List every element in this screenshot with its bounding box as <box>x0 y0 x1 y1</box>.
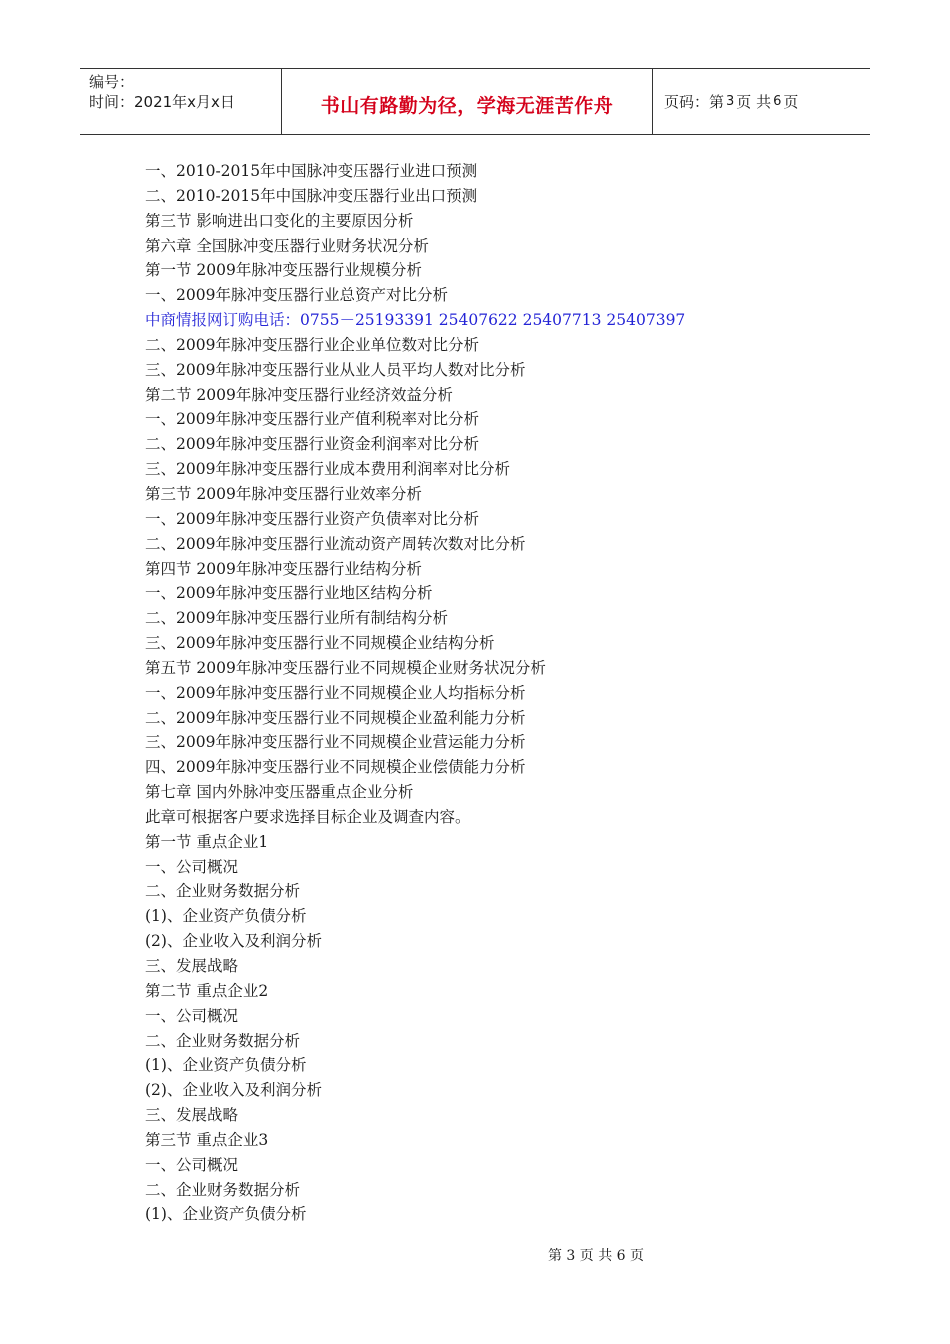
toc-line: 二、企业财务数据分析 <box>145 1031 301 1050</box>
code-label: 编号： <box>89 73 135 91</box>
toc-line: 第二节 2009年脉冲变压器行业经济效益分析 <box>145 385 453 404</box>
page-prefix: 页码：第 <box>664 93 725 111</box>
toc-line: 第三节 2009年脉冲变压器行业效率分析 <box>145 484 422 503</box>
page-footer: 第 3 页 共 6 页 <box>547 1248 645 1264</box>
toc-line: 第五节 2009年脉冲变压器行业不同规模企业财务状况分析 <box>145 658 546 677</box>
toc-line: 三、发展战略 <box>145 957 239 975</box>
toc-line: 二、企业财务数据分析 <box>145 1180 301 1199</box>
toc-line: 第二节 重点企业2 <box>145 981 269 1000</box>
toc-line: 第一节 2009年脉冲变压器行业规模分析 <box>145 261 422 280</box>
toc-line: (1)、企业资产负债分析 <box>145 1205 307 1224</box>
toc-line: (2)、企业收入及利润分析 <box>145 932 322 951</box>
toc-line: 二、2009年脉冲变压器行业不同规模企业盈利能力分析 <box>145 708 526 727</box>
toc-line: 二、2009年脉冲变压器行业企业单位数对比分析 <box>145 335 479 354</box>
toc-line: 三、2009年脉冲变压器行业成本费用利润率对比分析 <box>145 460 510 479</box>
toc-line: 第六章 全国脉冲变压器行业财务状况分析 <box>145 236 429 255</box>
toc-line: 一、2010-2015年中国脉冲变压器行业进口预测 <box>145 162 478 180</box>
toc-line: (2)、企业收入及利润分析 <box>145 1081 322 1100</box>
toc-line: 三、2009年脉冲变压器行业不同规模企业结构分析 <box>145 634 495 653</box>
document-body <box>145 159 845 1227</box>
toc-line: 三、2009年脉冲变压器行业从业人员平均人数对比分析 <box>145 360 526 379</box>
toc-line: 二、2009年脉冲变压器行业流动资产周转次数对比分析 <box>145 534 526 553</box>
header-page-info <box>653 69 870 134</box>
toc-line: 第三节 重点企业3 <box>145 1130 269 1149</box>
phone-line: 中商情报网订购电话：0755－25193391 25407622 25407713 25407397 <box>145 311 686 330</box>
toc-line: 四、2009年脉冲变压器行业不同规模企业偿债能力分析 <box>145 758 526 777</box>
toc-line: 三、2009年脉冲变压器行业不同规模企业营运能力分析 <box>145 733 526 752</box>
toc-line: 一、公司概况 <box>145 857 239 876</box>
toc-line: 一、2009年脉冲变压器行业总资产对比分析 <box>145 286 448 305</box>
page-mid: 页 共 <box>736 93 772 111</box>
page-suffix: 页 <box>783 93 799 111</box>
toc-line: 二、2009年脉冲变压器行业资金利润率对比分析 <box>145 435 479 454</box>
toc-line: 第七章 国内外脉冲变压器重点企业分析 <box>145 783 414 802</box>
toc-line: 一、2009年脉冲变压器行业资产负债率对比分析 <box>145 509 479 528</box>
page-header <box>80 68 870 135</box>
header-motto-cell <box>282 69 653 134</box>
header-meta <box>80 69 282 134</box>
page-total: 6 <box>773 94 782 109</box>
date-label: 时间：2021年x月x日 <box>89 93 235 111</box>
toc-line: 三、发展战略 <box>145 1106 239 1125</box>
page-current: 3 <box>726 94 735 109</box>
toc-line: 一、公司概况 <box>145 1006 239 1025</box>
toc-line: 二、2009年脉冲变压器行业所有制结构分析 <box>145 609 448 628</box>
toc-line: 第一节 重点企业1 <box>145 832 269 851</box>
toc-line: 一、2009年脉冲变压器行业产值利税率对比分析 <box>145 410 479 429</box>
toc-line: (1)、企业资产负债分析 <box>145 1056 307 1075</box>
toc-line: 二、2010-2015年中国脉冲变压器行业出口预测 <box>145 186 478 205</box>
toc-line: 一、公司概况 <box>145 1155 239 1174</box>
toc-line: 二、企业财务数据分析 <box>145 882 301 901</box>
toc-line: (1)、企业资产负债分析 <box>145 907 307 926</box>
toc-line: 一、2009年脉冲变压器行业地区结构分析 <box>145 584 433 603</box>
motto-text: 书山有路勤为径，学海无涯苦作舟 <box>320 95 614 117</box>
toc-line: 一、2009年脉冲变压器行业不同规模企业人均指标分析 <box>145 683 526 702</box>
toc-line: 此章可根据客户要求选择目标企业及调查内容。 <box>145 807 471 826</box>
toc-line: 第三节 影响进出口变化的主要原因分析 <box>145 211 414 230</box>
toc-line: 第四节 2009年脉冲变压器行业结构分析 <box>145 559 422 578</box>
